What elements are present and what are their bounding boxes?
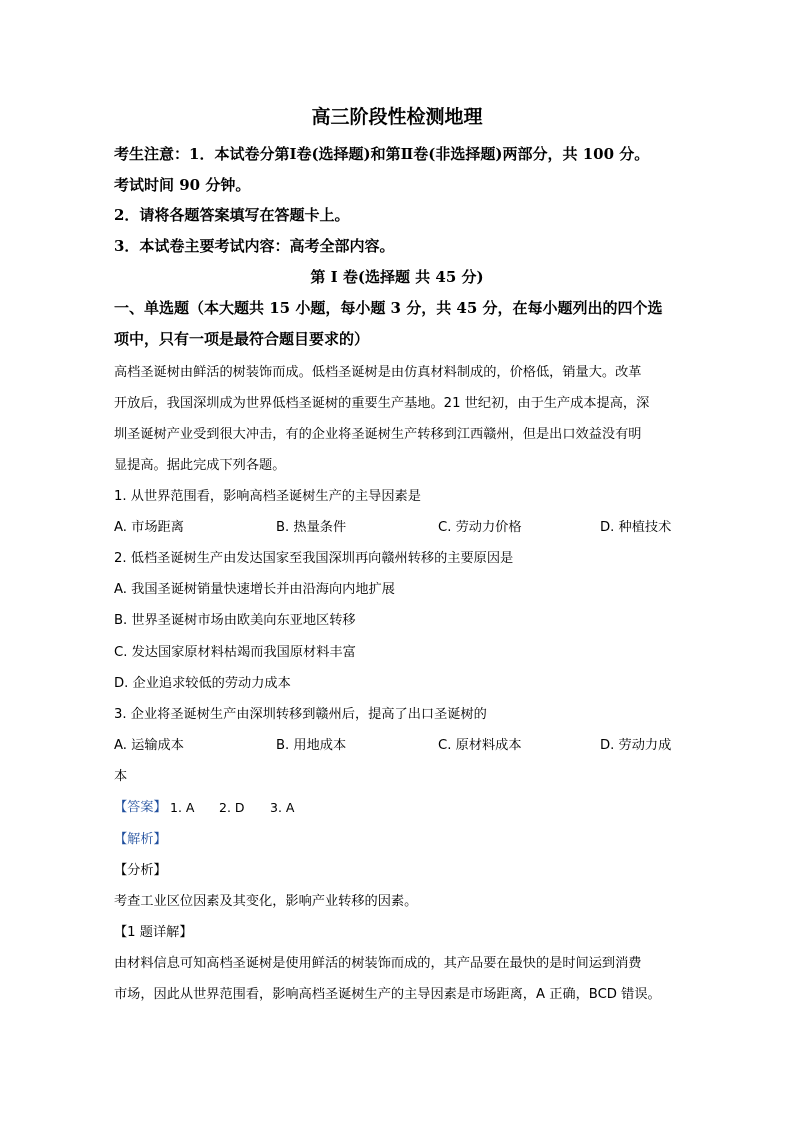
question-1-option-d: D. 种植技术 xyxy=(600,520,672,535)
material-line-2: 开放后，我国深圳成为世界低档圣诞树的重要生产基地。21 世纪初，由于生产成本提高，深 xyxy=(114,396,650,411)
material-line-4: 显提高。据此完成下列各题。 xyxy=(114,458,286,473)
part-one-title: 第 Ⅰ 卷(选择题 共 45 分) xyxy=(310,268,484,286)
section-heading-line-1: 一、单选题（本大题共 15 小题，每小题 3 分，共 45 分，在每小题列出的四个选 xyxy=(114,299,663,317)
question-1-option-a: A. 市场距离 xyxy=(114,520,184,535)
detail-1-line-1: 由材料信息可知高档圣诞树是使用鲜活的树装饰而成的，其产品要在最快的是时间运到消费 xyxy=(114,956,642,971)
answer-item-2: 2. D xyxy=(219,800,245,815)
detail-1-label: 【1 题详解】 xyxy=(114,925,193,940)
answer-label-text: 【答案】 xyxy=(114,800,167,815)
fenxi-label: 【分析】 xyxy=(114,863,167,878)
notice-line-4: 3．本试卷主要考试内容：高考全部内容。 xyxy=(114,237,395,255)
question-2-option-c: C. 发达国家原材料枯竭而我国原材料丰富 xyxy=(114,645,356,660)
analysis-label-text: 【解析】 xyxy=(114,832,167,847)
notice-line-1: 考生注意：1．本试卷分第Ⅰ卷(选择题)和第Ⅱ卷(非选择题)两部分，共 100 分。 xyxy=(114,145,650,163)
question-3-option-a: A. 运输成本 xyxy=(114,738,184,753)
question-2-option-b: B. 世界圣诞树市场由欧美向东亚地区转移 xyxy=(114,613,356,628)
material-line-3: 圳圣诞树产业受到很大冲击，有的企业将圣诞树生产转移到江西赣州，但是出口效益没有明 xyxy=(114,427,642,442)
detail-1-line-2: 市场，因此从世界范围看，影响高档圣诞树生产的主导因素是市场距离，A 正确，BCD 错误。 xyxy=(114,987,661,1002)
question-2-option-a: A. 我国圣诞树销量快速增长并由沿海向内地扩展 xyxy=(114,582,395,597)
answer-label xyxy=(114,801,167,814)
question-3-option-c: C. 原材料成本 xyxy=(438,738,522,753)
notice-line-3: 2．请将各题答案填写在答题卡上。 xyxy=(114,206,350,224)
question-1-stem: 1. 从世界范围看，影响高档圣诞树生产的主导因素是 xyxy=(114,489,421,504)
question-3-option-d: D. 劳动力成 xyxy=(600,738,672,753)
question-2-stem: 2. 低档圣诞树生产由发达国家至我国深圳再向赣州转移的主要原因是 xyxy=(114,551,514,566)
question-1-option-c: C. 劳动力价格 xyxy=(438,520,522,535)
section-heading-line-2: 项中，只有一项是最符合题目要求的） xyxy=(114,330,370,348)
answer-item-3: 3. A xyxy=(270,800,295,815)
fenxi-text: 考查工业区位因素及其变化，影响产业转移的因素。 xyxy=(114,894,418,909)
answer-item-1: 1. A xyxy=(170,800,195,815)
page-title: 高三阶段性检测地理 xyxy=(311,106,483,128)
question-3-stem: 3. 企业将圣诞树生产由深圳转移到赣州后，提高了出口圣诞树的 xyxy=(114,707,487,722)
question-1-option-b: B. 热量条件 xyxy=(276,520,347,535)
analysis-label xyxy=(114,833,167,846)
question-2-option-d: D. 企业追求较低的劳动力成本 xyxy=(114,676,291,691)
notice-line-2: 考试时间 90 分钟。 xyxy=(114,176,251,194)
question-3-option-d-wrap: 本 xyxy=(114,769,128,784)
question-3-option-b: B. 用地成本 xyxy=(276,738,347,753)
material-line-1: 高档圣诞树由鲜活的树装饰而成。低档圣诞树是由仿真材料制成的，价格低，销量大。改革 xyxy=(114,365,642,380)
